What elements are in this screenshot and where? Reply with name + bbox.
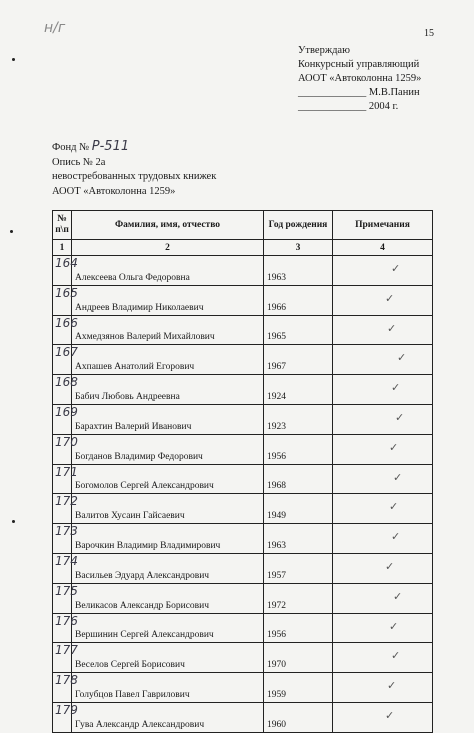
column-number: 3: [264, 240, 333, 256]
row-number-cell: [53, 404, 78, 434]
birth-year: 1963: [264, 524, 333, 554]
column-number-row: [53, 240, 433, 256]
margin-mark: [12, 520, 15, 523]
birth-year: 1963: [264, 256, 333, 286]
page-number: 15: [424, 28, 434, 39]
check-mark-icon: ✓: [385, 560, 395, 573]
fond-line: [52, 140, 216, 156]
header-year: Год рождения: [264, 211, 333, 240]
column-number: 2: [72, 240, 264, 256]
check-mark-icon: ✓: [389, 620, 399, 633]
header-num: № п\п: [53, 211, 72, 240]
row-number-cell: [53, 702, 78, 732]
row-number: 176: [55, 613, 78, 628]
table-row: [53, 494, 433, 524]
birth-year: 1970: [264, 643, 333, 673]
description-line-2: АООТ «Автоколонна 1259»: [52, 185, 176, 197]
note-cell: [333, 524, 433, 554]
row-number-cell: [53, 643, 78, 673]
table-row: [53, 583, 433, 613]
fond-number: Р-511: [91, 139, 130, 154]
table-row: [53, 702, 433, 732]
note-cell: [333, 464, 433, 494]
birth-year: 1957: [264, 553, 333, 583]
table-row: [53, 404, 433, 434]
header-name: Фамилия, имя, отчество: [72, 211, 264, 240]
approval-line-2: Конкурсный управляющий: [298, 59, 420, 70]
birth-year: 1956: [264, 434, 333, 464]
table-row: [53, 553, 433, 583]
full-name: Богомолов Сергей Александрович: [72, 464, 264, 494]
check-mark-icon: ✓: [389, 501, 399, 514]
row-number: 172: [55, 494, 78, 509]
opis-line: Опись № 2а: [52, 156, 106, 168]
margin-mark: [10, 230, 13, 233]
row-number-cell: [53, 464, 78, 494]
row-number-cell: [53, 673, 78, 703]
full-name: Великасов Александр Борисович: [72, 583, 264, 613]
table-row: [53, 285, 433, 315]
row-number-cell: [53, 345, 78, 375]
check-mark-icon: ✓: [393, 471, 403, 484]
row-number: 169: [55, 404, 78, 419]
row-number: 179: [55, 702, 78, 717]
table-row: [53, 345, 433, 375]
table-row: [53, 464, 433, 494]
check-mark-icon: ✓: [385, 292, 395, 305]
full-name: Андреев Владимир Николаевич: [72, 285, 264, 315]
birth-year: 1949: [264, 494, 333, 524]
full-name: Варочкин Владимир Владимирович: [72, 524, 264, 554]
note-cell: [333, 285, 433, 315]
row-number: 175: [55, 583, 78, 598]
check-mark-icon: ✓: [391, 650, 401, 663]
row-number-cell: [53, 434, 78, 464]
table-row: [53, 256, 433, 286]
birth-year: 1965: [264, 315, 333, 345]
note-cell: [333, 494, 433, 524]
table-row: [53, 613, 433, 643]
row-number: 174: [55, 553, 78, 568]
row-number-cell: [53, 613, 78, 643]
full-name: Барахтин Валерий Иванович: [72, 404, 264, 434]
full-name: Голубцов Павел Гаврилович: [72, 673, 264, 703]
row-number: 164: [55, 256, 78, 270]
corner-handwritten-mark: н/г: [44, 20, 66, 36]
birth-year: 1967: [264, 345, 333, 375]
row-number-cell: [53, 494, 78, 524]
birth-year: 1956: [264, 613, 333, 643]
note-cell: [333, 256, 433, 286]
note-cell: [333, 643, 433, 673]
table-row: [53, 375, 433, 405]
row-number: 165: [55, 285, 78, 300]
check-mark-icon: ✓: [397, 352, 407, 365]
table-row: [53, 434, 433, 464]
full-name: Ахмедзянов Валерий Михайлович: [72, 315, 264, 345]
birth-year: 1968: [264, 464, 333, 494]
row-number: 178: [55, 673, 78, 688]
approval-line-5: _____________ 2004 г.: [298, 101, 399, 112]
row-number-cell: [53, 524, 78, 554]
table-row: [53, 524, 433, 554]
approval-line-3: АООТ «Автоколонна 1259»: [298, 73, 422, 84]
full-name: Васильев Эдуард Александрович: [72, 553, 264, 583]
check-mark-icon: ✓: [391, 531, 401, 544]
table-row: [53, 673, 433, 703]
check-mark-icon: ✓: [387, 322, 397, 335]
approval-line-4: _____________ М.В.Панин: [298, 87, 420, 98]
row-number: 166: [55, 315, 78, 330]
full-name: Ахпашев Анатолий Егорович: [72, 345, 264, 375]
note-cell: [333, 375, 433, 405]
row-number-cell: [53, 315, 78, 345]
row-number-cell: [53, 553, 78, 583]
column-number: 1: [53, 240, 72, 256]
note-cell: [333, 583, 433, 613]
description-line-1: невостребованных трудовых книжек: [52, 171, 217, 182]
full-name: Вершинин Сергей Александрович: [72, 613, 264, 643]
check-mark-icon: ✓: [387, 680, 397, 693]
row-number-cell: [53, 583, 78, 613]
table-header-row: [53, 211, 433, 240]
check-mark-icon: ✓: [389, 441, 399, 454]
full-name: Бабич Любовь Андреевна: [72, 375, 264, 405]
table-row: [53, 643, 433, 673]
birth-year: 1924: [264, 375, 333, 405]
note-cell: [333, 673, 433, 703]
full-name: Богданов Владимир Федорович: [72, 434, 264, 464]
row-number: 170: [55, 434, 78, 449]
check-mark-icon: ✓: [391, 263, 401, 275]
column-number: 4: [333, 240, 433, 256]
full-name: Валитов Хусаин Гайсаевич: [72, 494, 264, 524]
note-cell: [333, 345, 433, 375]
note-cell: [333, 613, 433, 643]
check-mark-icon: ✓: [391, 382, 401, 395]
row-number-cell: [53, 375, 78, 405]
row-number: 171: [55, 464, 78, 479]
full-name: Веселов Сергей Борисович: [72, 643, 264, 673]
header-note: Примечания: [333, 211, 433, 240]
margin-mark: [12, 58, 15, 61]
birth-year: 1972: [264, 583, 333, 613]
row-number-cell: [53, 285, 78, 315]
note-cell: [333, 702, 433, 732]
birth-year: 1923: [264, 404, 333, 434]
note-cell: [333, 404, 433, 434]
birth-year: 1959: [264, 673, 333, 703]
note-cell: [333, 434, 433, 464]
row-number: 177: [55, 643, 78, 658]
fond-label: Фонд №: [52, 142, 92, 153]
table-body: [53, 256, 433, 733]
row-number: 167: [55, 345, 78, 360]
row-number: 173: [55, 524, 78, 539]
check-mark-icon: ✓: [393, 590, 403, 603]
approval-line-1: Утверждаю: [298, 45, 350, 56]
birth-year: 1966: [264, 285, 333, 315]
approval-block: [298, 44, 421, 114]
fond-block: [52, 140, 216, 199]
birth-year: 1960: [264, 702, 333, 732]
check-mark-icon: ✓: [395, 411, 405, 424]
table-row: [53, 315, 433, 345]
check-mark-icon: ✓: [385, 709, 395, 722]
note-cell: [333, 553, 433, 583]
full-name: Гува Александр Александрович: [72, 702, 264, 732]
full-name: Алексеева Ольга Федоровна: [72, 256, 264, 286]
row-number: 168: [55, 375, 78, 390]
note-cell: [333, 315, 433, 345]
register-table: [52, 210, 433, 733]
row-number-cell: [53, 256, 78, 286]
